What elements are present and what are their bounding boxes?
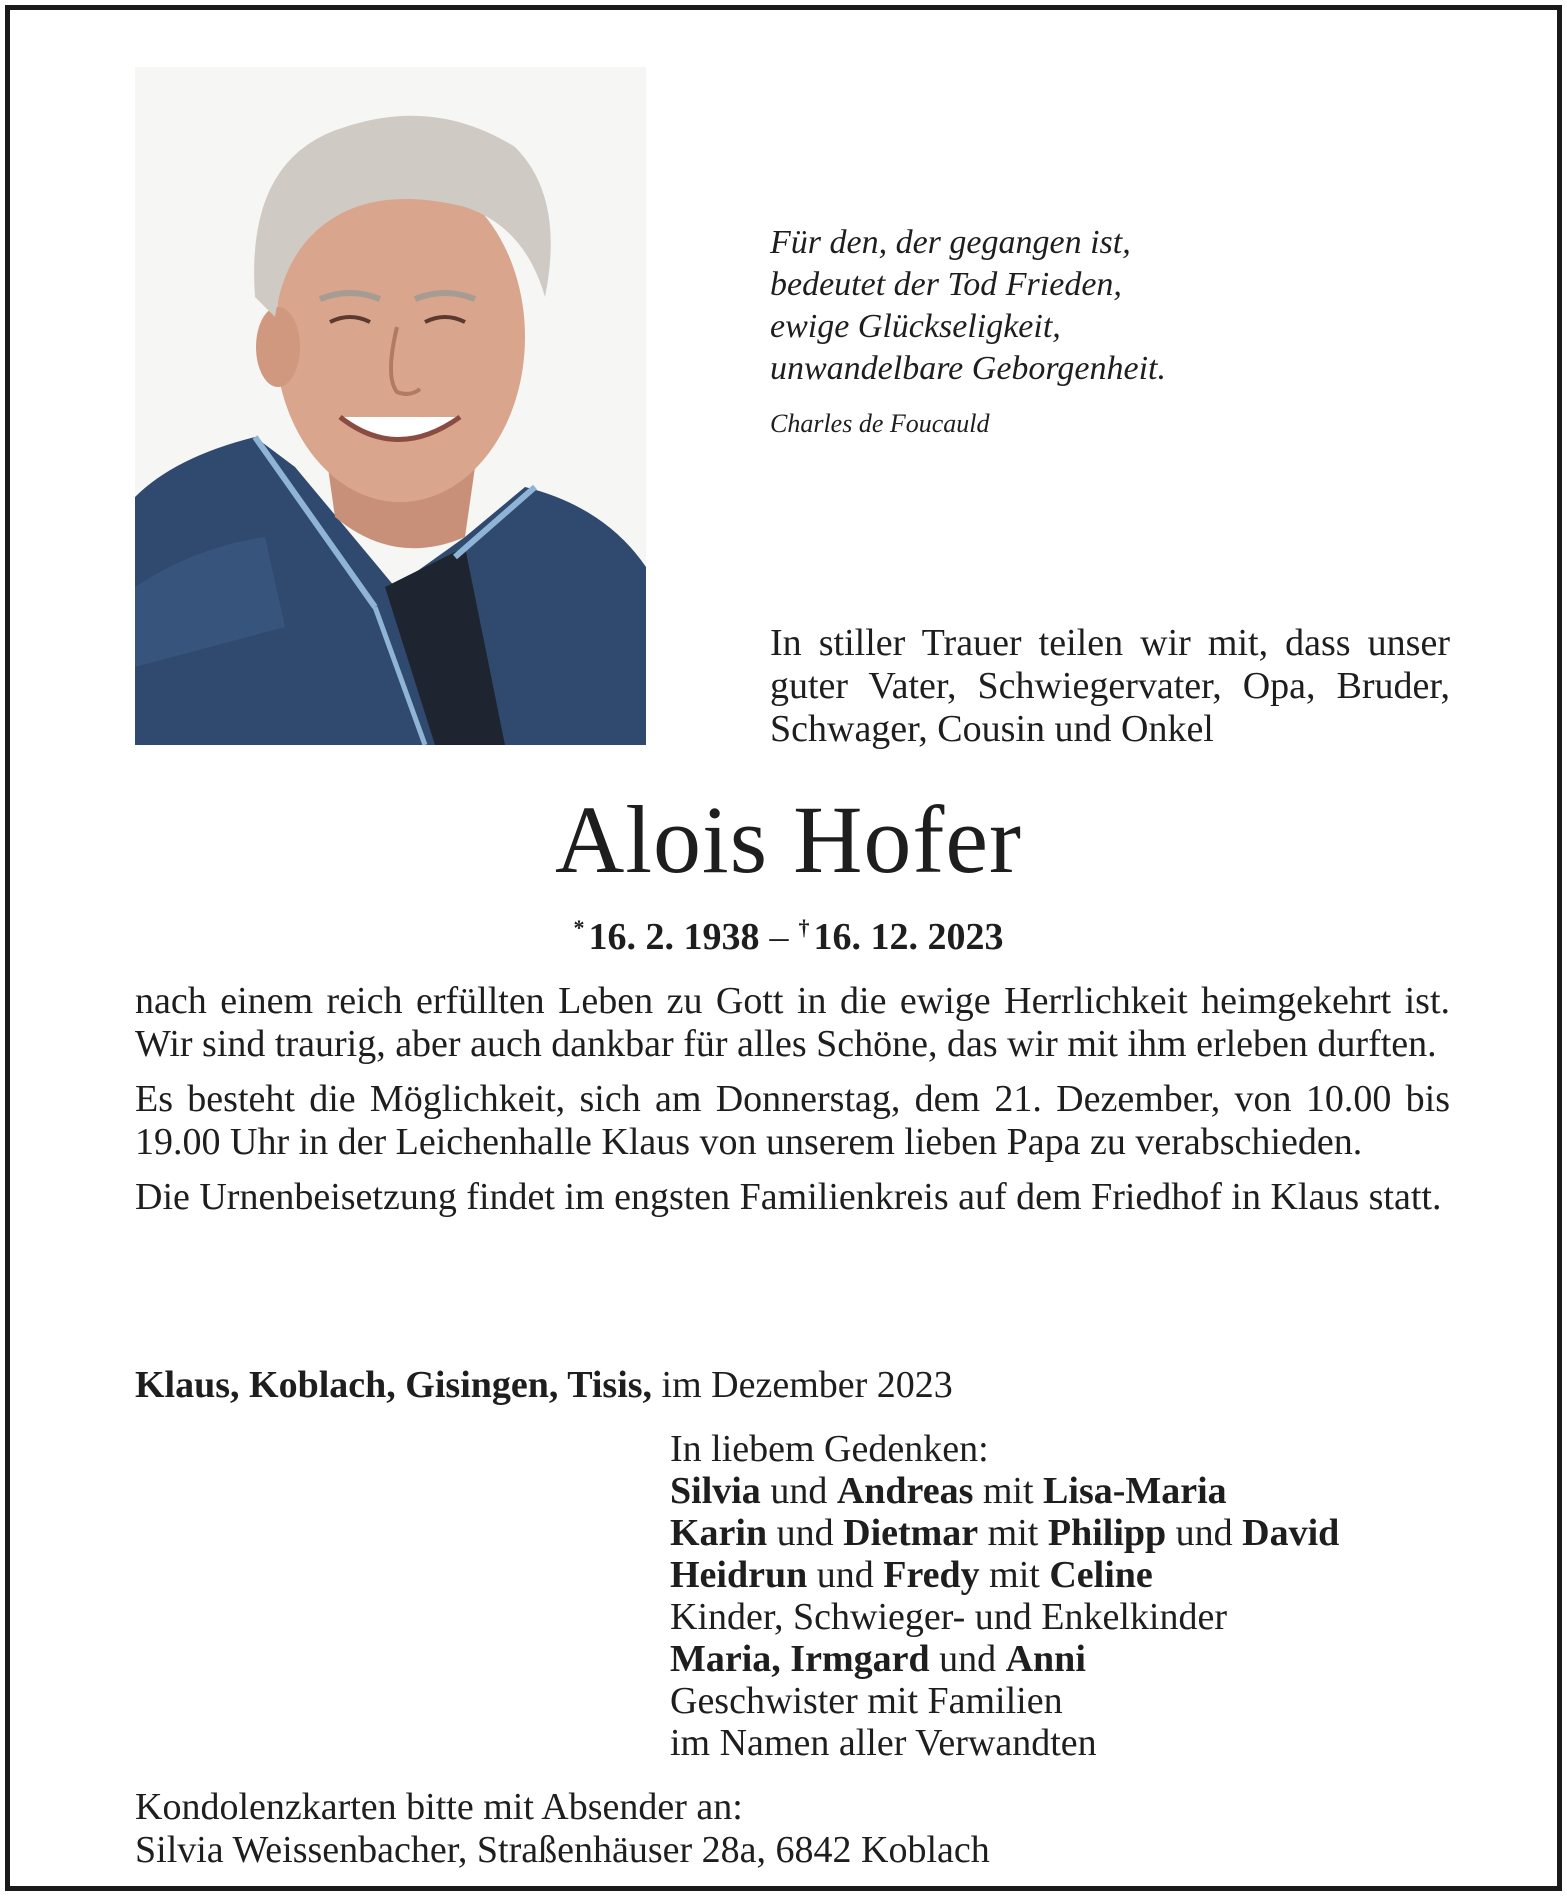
places: Klaus, Koblach, Gisingen, Tisis, [135,1364,653,1406]
quote-line: unwandelbare Geborgenheit. [770,350,1166,387]
condolence-line: Silvia Weissenbacher, Straßenhäuser 28a, 6842 Koblach [135,1829,990,1871]
family-line: im Namen aller Verwandten [670,1722,1097,1764]
family-line: Maria, Irmgard und Anni [670,1638,1086,1680]
death-date: 16. 12. 2023 [813,916,1004,958]
family-line: Karin und Dietmar mit Philipp und David [670,1512,1340,1554]
birth-symbol: * [573,915,585,940]
condolence-address [135,1786,990,1872]
announcement-body [135,980,1450,1231]
deceased-name: Alois Hofer [555,786,1022,893]
paragraph: nach einem reich erfüllten Leben zu Gott in die ewige Herrlichkeit heimgekehrt ist. Wir sind traurig, aber auch dankbar für alles Schöne, das wir mit ihm erleben durften. [135,980,1450,1065]
quote-line: ewige Glückseligkeit, [770,308,1061,345]
family-line: Heidrun und Fredy mit Celine [670,1554,1153,1596]
family-signature [670,1428,1339,1764]
condolence-line: Kondolenzkarten bitte mit Absender an: [135,1786,743,1828]
quote-line: bedeutet der Tod Frieden, [770,266,1122,303]
family-heading: In liebem Gedenken: [670,1428,989,1470]
family-line: Silvia und Andreas mit Lisa-Maria [670,1470,1227,1512]
paragraph: Es besteht die Möglichkeit, sich am Donnerstag, dem 21. Dezember, von 10.00 bis 19.00 Uhr in der Leichenhalle Klaus von unserem lieben Papa zu verabschieden. [135,1078,1450,1163]
quote [770,222,1166,390]
birth-date: 16. 2. 1938 [588,916,760,958]
quote-author: Charles de Foucauld [770,409,990,438]
intro-text: In stiller Trauer teilen wir mit, dass unser guter Vater, Schwiegervater, Opa, Bruder, Schwager, Cousin und Onkel [770,622,1450,750]
paragraph: Die Urnenbeisetzung findet im engsten Familienkreis auf dem Friedhof in Klaus statt. [135,1176,1442,1218]
date-separator: – [769,916,789,958]
quote-line: Für den, der gegangen ist, [770,224,1131,261]
life-dates [10,904,1567,961]
date: im Dezember 2023 [661,1364,953,1406]
place-date [135,1364,953,1407]
family-line: Geschwister mit Familien [670,1680,1063,1722]
portrait-photo [135,67,646,745]
death-symbol: † [798,915,810,940]
obituary-card [5,5,1562,1891]
family-line: Kinder, Schwieger- und Enkelkinder [670,1596,1227,1638]
